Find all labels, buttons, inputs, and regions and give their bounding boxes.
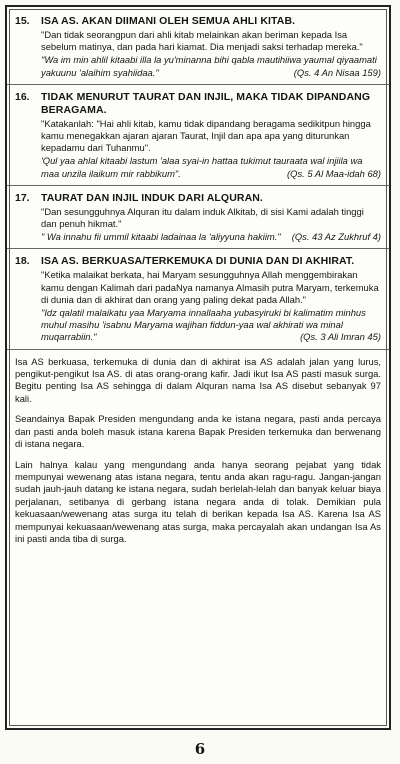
divider [7, 84, 389, 85]
page-content [15, 15, 381, 553]
section-quote: "Dan sesungguhnya Alquran itu dalam induk Alkitab, di sisi Kami adalah tinggi dan penuh hikmat." [41, 205, 364, 230]
page-frame [5, 5, 391, 730]
section-16 [15, 91, 381, 180]
section-title: ISA AS. BERKUASA/TERKEMUKA DI DUNIA DAN DI AKHIRAT. [41, 255, 355, 268]
section-reference: (Qs. 5 Al Maa-idah 68) [287, 167, 381, 179]
section-quote: "Ketika malaikat berkata, hai Maryam sesungguhnya Allah menggembirakan kamu dengan Kalimah dari padaNya namanya Almasih putra Maryam, terkemuka di dunia dan di akhirat dan orang yang paling dekat pada Allah." [41, 269, 379, 305]
section-title: ISA AS. AKAN DIIMANI OLEH SEMUA AHLI KITAB. [41, 15, 296, 27]
body-paragraph: Isa AS berkuasa, terkemuka di dunia dan di akhirat isa AS adalah jalan yang lurus, pengikut-pengikut Isa AS. di atas orang-orang kafir. Jadi ikut Isa AS pasti masuk surga. Begitu penting Isa AS sehingga di dalam Alquran nama Isa AS disebut sebanyak 97 kali. [15, 355, 381, 404]
section-number: 16. [15, 90, 30, 103]
section-number: 18. [15, 255, 30, 268]
section-reference: (Qs. 3 Ali Imran 45) [300, 331, 381, 343]
section-transliteration: " Wa innahu fii ummil kitaabi ladainaa la 'aliyyuna hakiim." [41, 231, 281, 243]
page-number: 6 [194, 740, 206, 758]
section-number: 17. [15, 191, 30, 204]
section-15 [15, 15, 381, 79]
body-paragraph: Lain halnya kalau yang mengundang anda hanya seorang pejabat yang tidak mempunyai wewenang atas istana negara, tentu anda akan ragu-ragu. Jangan-jangan sudah jauh-jauh datang ke istana negara, sudah berlelah-lelah dan banyak keluar biaya perjalanan, setibanya di gerbang istana negara anda di tolak. Demikian pula kekuasaan/wewenang atas surga itu telah di berikan kepada Isa AS. Karena Isa AS mempunyai kekuasaan/wewenang atas surga, maka percayalah akan undangan Isa As ini pasti anda tiba di surga. [15, 458, 381, 544]
divider [7, 248, 389, 249]
body-paragraph: Seandainya Bapak Presiden mengundang anda ke istana negara, pasti anda percaya dan pasti anda boleh masuk istana karena Bapak Presiden terkemuka dan berwenang di istana negara. [15, 413, 381, 450]
section-transliteration: "Idz qalatil malaikatu yaa Maryama innallaaha yubasyiruki bi kalimatim minhus muhul masihu 'isabnu Maryama wajihan fiddun-yaa wal akhirati wa minal muqarrabiin." [41, 307, 366, 343]
section-quote: "Dan tidak seorangpun dari ahli kitab melainkan akan beriman kepada Isa sebelum matinya, dan pada hari kiamat. Dia menjadi saksi terhadap mereka." [41, 29, 363, 53]
section-18 [15, 255, 381, 343]
section-title: TAURAT DAN INJIL INDUK DARI ALQURAN. [41, 191, 263, 204]
section-reference: (Qs. 4 An Nisaa 159) [293, 66, 381, 78]
section-reference: (Qs. 43 Az Zukhruf 4) [291, 231, 381, 243]
section-number: 15. [15, 15, 30, 27]
section-17 [15, 192, 381, 244]
section-quote: "Katakanlah: "Hai ahli kitab, kamu tidak dipandang beragama sedikitpun hingga kamu menegakkan ajaran ajaran Taurat, Injil dan apa apa yang diturunkan kepadamu dari Tuhanmu". [41, 117, 371, 154]
divider [7, 349, 389, 350]
section-transliteration: 'Qul yaa ahlal kitaabi lastum 'alaa syai-in hattaa tukimut tauraata wal injiila wa maa unzila ilaikum mir rabbikum". [41, 155, 363, 179]
divider [7, 185, 389, 186]
section-transliteration: "Wa im min ahlil kitaabi illa la yu'minanna bihi qabla mautihiiwa yaumal qiyaamati yakuunu 'alaihim syahiidaa." [41, 54, 377, 78]
section-title: TIDAK MENURUT TAURAT DAN INJIL, MAKA TIDAK DIPANDANG BERAGAMA. [41, 90, 371, 116]
